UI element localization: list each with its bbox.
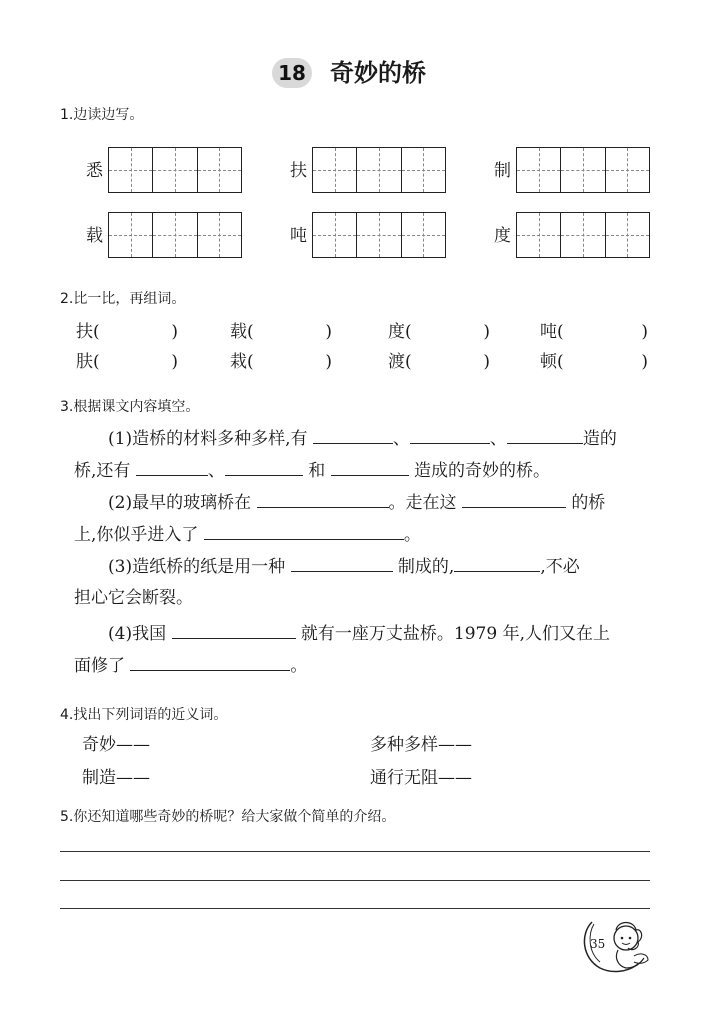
compare-item[interactable]: 吨( ) <box>540 322 648 342</box>
writing-grid-5[interactable] <box>312 212 446 258</box>
fill-blank[interactable] <box>130 652 290 671</box>
write-char-3: 制 <box>494 161 511 181</box>
lesson-title: 奇妙的桥 <box>330 59 426 87</box>
fill-blank[interactable] <box>454 553 540 572</box>
compare-char: 肤 <box>76 352 93 372</box>
fill-blank[interactable] <box>410 425 490 444</box>
q2-heading: 2.比一比，再组词。 <box>60 291 186 307</box>
fill-blank[interactable] <box>257 489 389 508</box>
q1-heading: 1.边读边写。 <box>60 107 144 123</box>
q3-sentence-1b: 桥,还有 、 和 造成的奇妙的桥。 <box>74 457 550 484</box>
write-char-4: 载 <box>86 226 103 246</box>
synonym-item[interactable]: 奇妙—— <box>82 735 150 755</box>
q4-heading: 4.找出下列词语的近义词。 <box>60 707 228 723</box>
fill-blank[interactable] <box>225 457 303 476</box>
compare-char: 载 <box>230 322 247 342</box>
compare-char: 顿 <box>540 352 557 372</box>
write-char-5: 吨 <box>290 226 307 246</box>
compare-char: 渡 <box>388 352 405 372</box>
synonym-item[interactable]: 通行无阻—— <box>370 768 472 788</box>
writing-grid-1[interactable] <box>108 147 242 193</box>
answer-line[interactable] <box>60 880 650 881</box>
compare-item[interactable]: 肤( ) <box>76 352 178 372</box>
synonym-item[interactable]: 多种多样—— <box>370 735 472 755</box>
compare-char: 栽 <box>230 352 247 372</box>
compare-char: 扶 <box>76 322 93 342</box>
write-char-2: 扶 <box>290 161 307 181</box>
compare-item[interactable]: 渡( ) <box>388 352 490 372</box>
writing-grid-6[interactable] <box>516 212 650 258</box>
answer-line[interactable] <box>60 908 650 909</box>
compare-item[interactable]: 栽( ) <box>230 352 332 372</box>
q3-sentence-2b: 上,你似乎进入了 。 <box>74 521 421 548</box>
q3-sentence-4b: 面修了 。 <box>74 652 307 679</box>
compare-item[interactable]: 度( ) <box>388 322 490 342</box>
q3-sentence-4a: (4)我国 就有一座万丈盐桥。1979 年,人们又在上 <box>108 620 610 647</box>
fill-blank[interactable] <box>291 553 393 572</box>
fill-blank[interactable] <box>313 425 393 444</box>
q3-heading: 3.根据课文内容填空。 <box>60 399 200 415</box>
compare-char: 度 <box>388 322 405 342</box>
fill-blank[interactable] <box>507 425 583 444</box>
q3-sentence-2a: (2)最早的玻璃桥在 。走在这 的桥 <box>108 489 605 516</box>
synonym-item[interactable]: 制造—— <box>82 768 150 788</box>
fill-blank[interactable] <box>462 489 566 508</box>
page-number: 35 <box>590 937 606 951</box>
writing-grid-3[interactable] <box>516 147 650 193</box>
fill-blank[interactable] <box>331 457 409 476</box>
fill-blank[interactable] <box>172 620 296 639</box>
writing-grid-4[interactable] <box>108 212 242 258</box>
write-char-6: 度 <box>494 226 511 246</box>
write-char-1: 悉 <box>86 161 103 181</box>
compare-char: 吨 <box>540 322 557 342</box>
compare-item[interactable]: 载( ) <box>230 322 332 342</box>
fill-blank[interactable] <box>204 521 404 540</box>
q3-sentence-1a: (1)造桥的材料多种多样,有 、 、 造的 <box>108 425 617 452</box>
q3-sentence-3b: 担心它会断裂。 <box>74 588 193 608</box>
fill-blank[interactable] <box>136 457 208 476</box>
q5-heading: 5.你还知道哪些奇妙的桥呢？给大家做个简单的介绍。 <box>60 809 396 825</box>
compare-item[interactable]: 顿( ) <box>540 352 648 372</box>
q3-sentence-3a: (3)造纸桥的纸是用一种 制成的, ,不必 <box>108 553 580 580</box>
lesson-number-badge: 18 <box>272 58 312 88</box>
compare-item[interactable]: 扶( ) <box>76 322 178 342</box>
answer-line[interactable] <box>60 851 650 852</box>
writing-grid-2[interactable] <box>312 147 446 193</box>
